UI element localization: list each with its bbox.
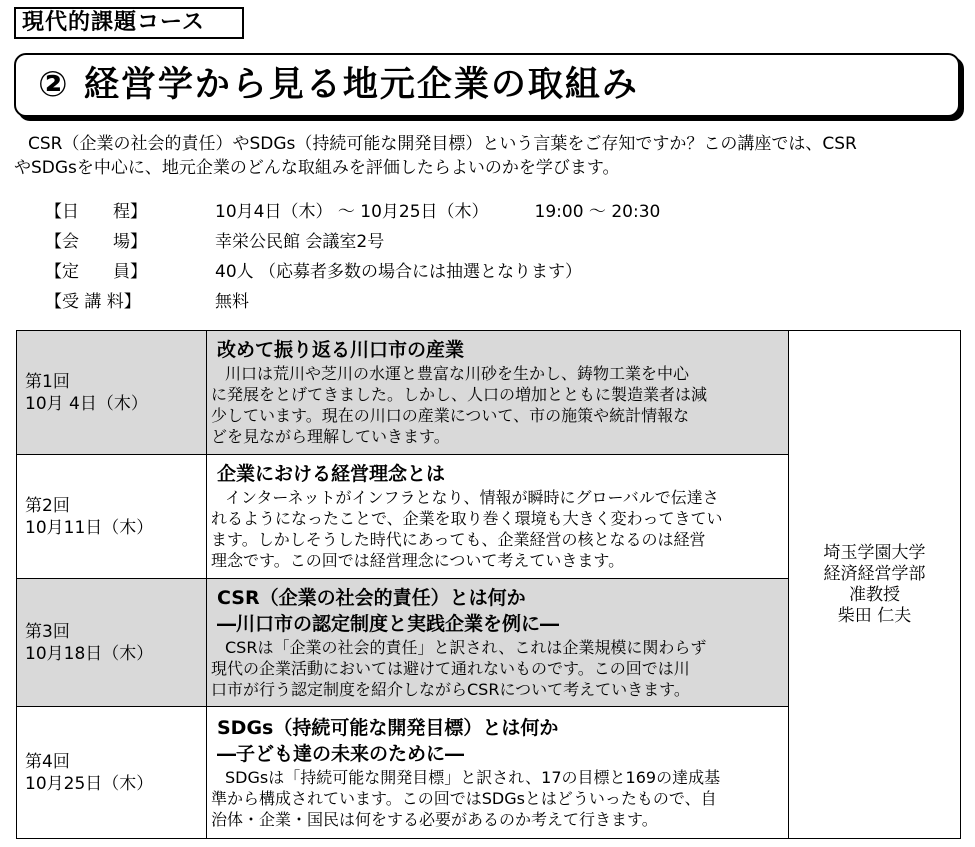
session-cell — [17, 331, 207, 455]
session-subtitle: ―子ども達の未来のために― — [217, 742, 465, 765]
info-value: 10月4日（木） ～ 10月25日（木） — [215, 202, 489, 222]
info-label: 【受 講 料】 — [45, 292, 141, 312]
info-row-fee — [45, 287, 660, 317]
session-number: 第1回 — [25, 371, 70, 392]
session-number: 第3回 — [25, 621, 70, 642]
info-list — [45, 197, 660, 317]
session-body: SDGsは「持続可能な開発目標」と訳され、17の目標と169の達成基 準から構成されています。この回ではSDGsとはどういったもので、自 治体・企業・国民は何をする必要があるのか考えて行きます。 — [211, 767, 721, 829]
session-number: 第2回 — [25, 495, 70, 516]
session-title: CSR（企業の社会的責任）とは何か — [217, 586, 526, 609]
schedule-table — [16, 330, 961, 839]
info-time: 19:00 ～ 20:30 — [534, 202, 661, 222]
info-row-capacity — [45, 257, 660, 287]
session-body: 川口は荒川や芝川の水運と豊富な川砂を生かし、鋳物工業を中心 に発展をとげてきました。しかし、人口の増加とともに製造業者は減 少しています。現在の川口の産業について、市の施策や統計情報な どを見ながら理解していきます。 — [211, 364, 708, 446]
info-value: 幸栄公民館 会議室2号 — [215, 232, 385, 252]
table-row — [17, 331, 961, 455]
lecturer-faculty: 経済経営学部 — [823, 563, 926, 584]
session-date: 10月 4日（木） — [25, 393, 148, 414]
lecturer-position: 准教授 — [849, 584, 900, 605]
session-date: 10月18日（木） — [25, 643, 154, 664]
session-description — [207, 455, 789, 579]
session-description — [207, 707, 789, 839]
session-date: 10月11日（木） — [25, 517, 154, 538]
intro-text — [14, 132, 962, 180]
info-value: 40人 （応募者多数の場合には抽選となります） — [215, 262, 583, 282]
info-row-venue — [45, 227, 660, 257]
info-value: 無料 — [215, 292, 249, 312]
session-description — [207, 331, 789, 455]
session-title: SDGs（持続可能な開発目標）とは何か — [217, 716, 559, 739]
session-cell — [17, 707, 207, 839]
session-description — [207, 579, 789, 707]
session-title: 改めて振り返る川口市の産業 — [217, 339, 465, 361]
lecturer-name: 柴田 仁夫 — [837, 605, 912, 626]
info-label: 【会 場】 — [45, 232, 147, 252]
intro-line: CSR（企業の社会的責任）やSDGs（持続可能な開発目標）という言葉をご存知ですか？この講座では、CSR — [28, 134, 857, 154]
info-row-schedule — [45, 197, 660, 227]
session-cell — [17, 579, 207, 707]
lecturer-cell — [789, 331, 961, 839]
course-tag: 現代的課題コース — [14, 7, 244, 39]
session-cell — [17, 455, 207, 579]
info-label: 【日 程】 — [45, 202, 147, 222]
intro-line: やSDGsを中心に、地元企業のどんな取組みを評価したらよいのかを学びます。 — [14, 158, 620, 178]
session-title: 企業における経営理念とは — [217, 463, 446, 485]
session-subtitle: ―川口市の認定制度と実践企業を例に― — [217, 612, 560, 635]
info-label: 【定 員】 — [45, 262, 147, 282]
lecture-title: ② 経営学から見る地元企業の取組み — [14, 53, 960, 117]
session-body: インターネットがインフラとなり、情報が瞬時にグローバルで伝達さ れるようになったことで、企業を取り巻く環境も大きく変わってきてい ます。しかしそうした時代にあっても、企業経営の核となるのは経営 理念です。この回では経営理念について考えていきます。 — [211, 488, 723, 570]
session-body: CSRは「企業の社会的責任」と訳され、これは企業規模に関わらず 現代の企業活動においては避けて通れないものです。この回では川 口市が行う認定制度を紹介しながらCSRについて考えていきます。 — [211, 637, 707, 699]
lecturer-university: 埼玉学園大学 — [823, 542, 926, 563]
session-number: 第4回 — [25, 751, 70, 772]
session-date: 10月25日（木） — [25, 773, 154, 794]
